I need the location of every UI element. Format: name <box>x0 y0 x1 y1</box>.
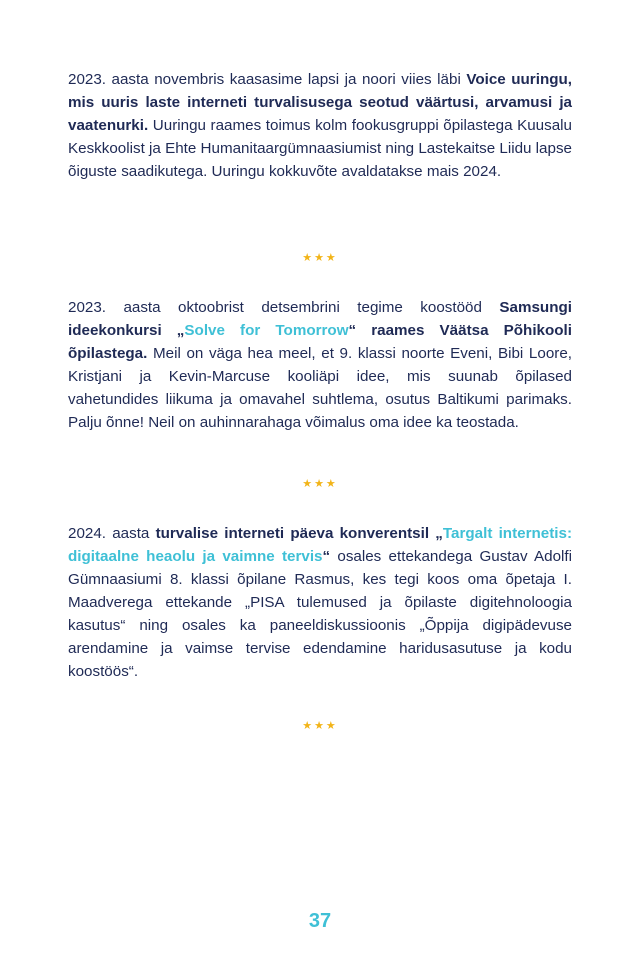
paragraph-intro: 2024. aasta <box>68 525 156 542</box>
paragraph-samsung-contest <box>68 296 572 434</box>
paragraph-bold: Samsungi ideekonkursi „ <box>68 299 572 339</box>
star-separator: ★★★ <box>302 720 338 732</box>
paragraph-highlight: Targalt internetis: digitaalne heaolu ja vaimne tervis <box>68 525 572 565</box>
paragraph-bold: turvalise interneti päeva konverentsil „ <box>155 525 443 542</box>
paragraph-safer-internet-day <box>68 522 572 683</box>
paragraph-rest: osales ettekandega Gustav Adolfi Gümnaasiumi 8. klassi õpilane Rasmus, kes tegi koos oma õpetaja I. Maadverega ettekande „PISA tulemused ja õpilaste digitehnoloogia kasutus“ ning osales ka paneeldiskussioonis „Õppija digipädevuse arendamine ja vaimse tervise edendamine haridusasutuse ja kodu koostöös“. <box>68 548 572 680</box>
paragraph-intro: 2023. aasta oktoobrist detsembrini tegime koostööd <box>68 299 500 316</box>
paragraph-intro: 2023. aasta novembris kaasasime lapsi ja noori viies läbi <box>68 71 467 88</box>
paragraph-rest: Uuringu raames toimus kolm fookusgruppi õpilastega Kuusalu Keskkoolist ja Ehte Humanitaargümnaasiumist ning Lastekaitse Liidu lapse õiguste saadikutega. Uuringu kokkuvõte avaldatakse mais 2024. <box>68 117 572 180</box>
paragraph-bold: Voice uuringu, mis uuris laste interneti turvalisusega seotud väärtusi, arvamusi ja vaatenurki. <box>68 71 572 134</box>
paragraph-highlight: Solve for Tomorrow <box>184 322 349 339</box>
paragraph-bold: “ <box>322 548 331 565</box>
star-separator: ★★★ <box>302 478 338 490</box>
paragraph-rest: Meil on väga hea meel, et 9. klassi noorte Eveni, Bibi Loore, Kristjani ja Kevin-Marcuse kooliäpi idee, mis suunab õpilased vahetundides liikuma ja omavahel suhtlema, osutus Baltikumi parimaks. Palju õnne! Neil on auhinnarahaga võimalus oma idee ka teostada. <box>68 345 572 431</box>
paragraph-voice-survey <box>68 68 572 183</box>
paragraph-bold: “ raames Väätsa Põhikooli õpilastega. <box>68 322 572 362</box>
star-separator: ★★★ <box>302 252 338 264</box>
page-number: 37 <box>308 910 332 932</box>
